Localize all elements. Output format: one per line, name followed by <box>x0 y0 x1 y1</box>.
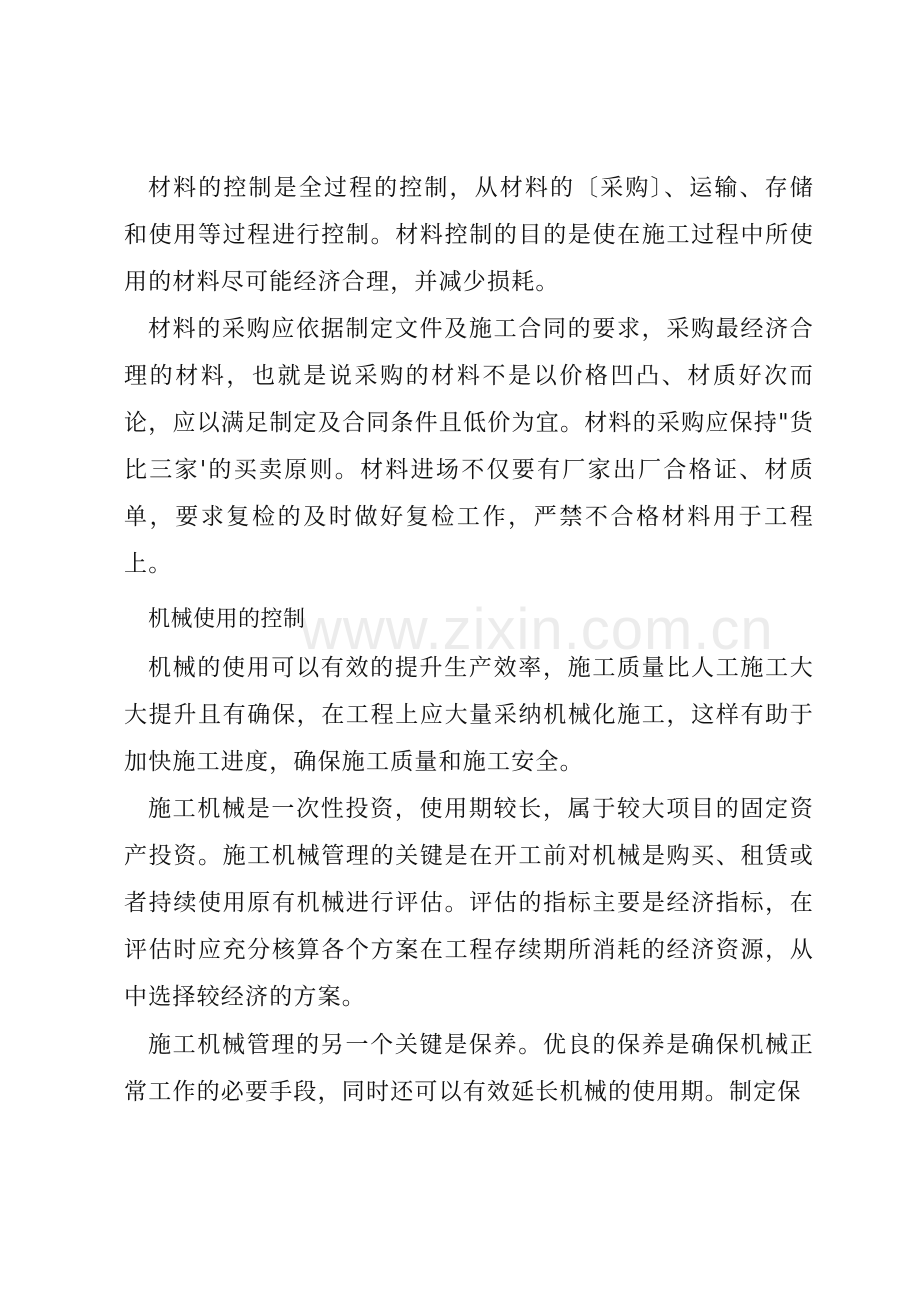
paragraph-machinery-investment: 施工机械是一次性投资，使用期较长，属于较大项目的固定资产投资。施工机械管理的关键是在开工前对机械是购买、租赁或者持续使用原有机械进行评估。评估的指标主要是经济指标，在评估时应充分核算各个方案在工程存续期所消耗的经济资源，从中选择较经济的方案。 <box>124 796 814 1010</box>
watermark: www.zixin.com.cn <box>300 597 774 662</box>
section-heading-machinery: 机械使用的控制 <box>148 607 306 632</box>
paragraph-material-control: 材料的控制是全过程的控制，从材料的〔采购〕、运输、存储和使用等过程进行控制。材料控制的目的是使在施工过程中所使用的材料尽可能经济合理，并减少损耗。 <box>124 175 814 295</box>
paragraph-machinery-maintenance: 施工机械管理的另一个关键是保养。优良的保养是确保机械正常工作的必要手段，同时还可以有效延长机械的使用期。制定保 <box>124 1032 814 1105</box>
paragraph-material-procurement: 材料的采购应依据制定文件及施工合同的要求，采购最经济合理的材料，也就是说采购的材料不是以价格凹凸、材质好次而论，应以满足制定及合同条件且低价为宜。材料的采购应保持"货比三家'的买卖原则。材料进场不仅要有厂家出厂合格证、材质单，要求复检的及时做好复检工作，严禁不合格材料用于工程上。 <box>124 316 814 577</box>
paragraph-machinery-use: 机械的使用可以有效的提升生产效率，施工质量比人工施工大大提升且有确保，在工程上应大量采纳机械化施工，这样有助于加快施工进度，确保施工质量和施工安全。 <box>124 655 814 775</box>
